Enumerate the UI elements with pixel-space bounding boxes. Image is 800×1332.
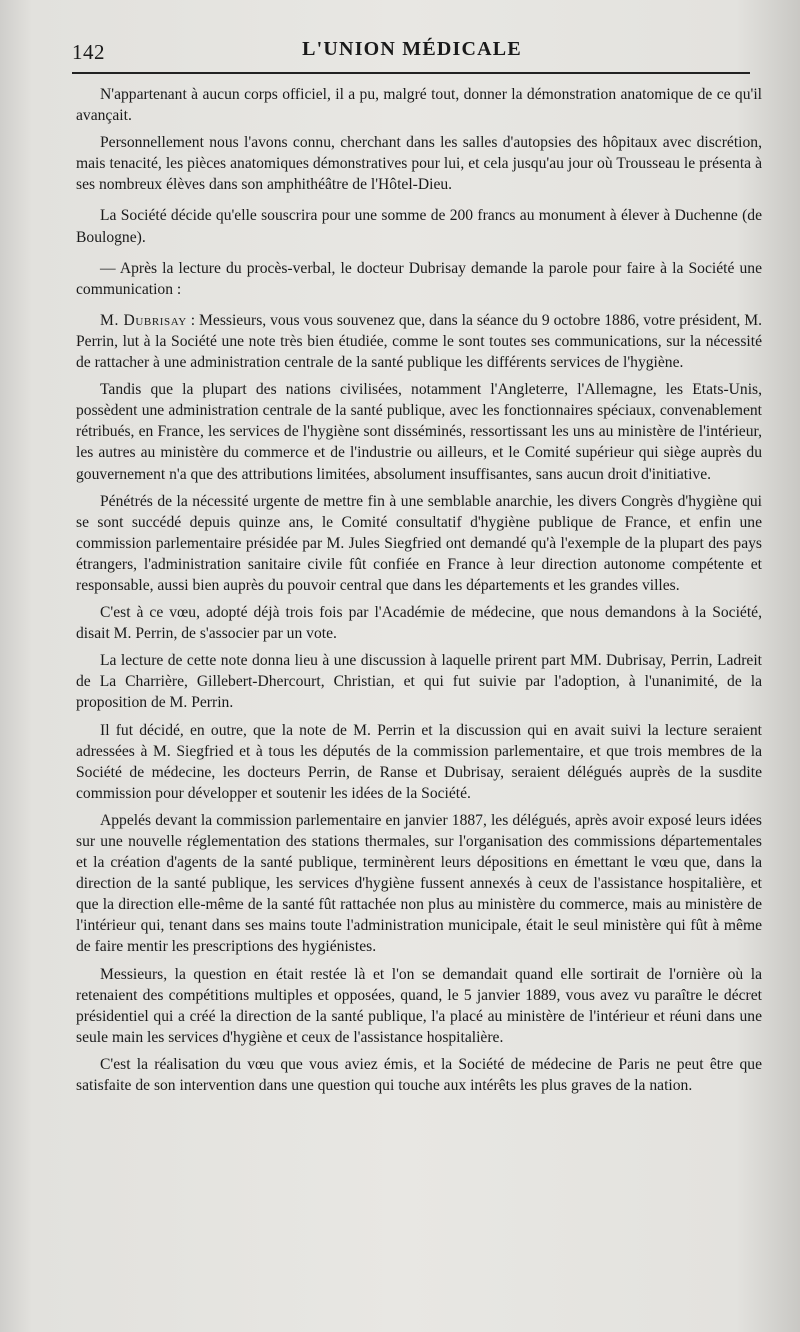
header-rule [72, 72, 750, 74]
speech-text: : Messieurs, vous vous souvenez que, dans la séance du 9 octobre 1886, votre président, M. Perrin, lut à la Société une note très bien étudiée, comme le sont toutes ses communications, sur la nécessité de rattacher à une administration centrale de la santé publique les différents services de l'hygiène. [76, 311, 762, 372]
speaker-name: M. Dubrisay [100, 311, 187, 329]
paragraph: Messieurs, la question en était restée là et l'on se demandait quand elle sortirait de l'ornière où la retenaient des compétitions multiples et opposées, quand, le 5 janvier 1889, vous avez vu paraître le décret présidentiel qui a créé la direction de la santé publique, l'a placé au ministère de l'intérieur et réuni dans une seule main les services d'hygiène et ceux de l'assistance hospitalière. [76, 965, 762, 1046]
paragraph: La Société décide qu'elle souscrira pour une somme de 200 francs au monument à élever à Duchenne (de Boulogne). [76, 207, 762, 246]
running-title: L'UNION MÉDICALE [302, 38, 522, 60]
paragraph: C'est la réalisation du vœu que vous aviez émis, et la Société de médecine de Paris ne peut être que satisfaite de son intervention dans une question qui touche aux intérêts les plus graves de la nation. [76, 1055, 762, 1095]
page-number: 142 [72, 40, 105, 64]
paragraph: La lecture de cette note donna lieu à une discussion à laquelle prirent part MM. Dubrisay, Perrin, Ladreit de La Charrière, Gillebert-Dhercourt, Christian, et qui fut suivie par l'adoption, à l'unanimité, de la proposition de M. Perrin. [76, 652, 762, 712]
paragraph: Appelés devant la commission parlementaire en janvier 1887, les délégués, après avoir exposé leurs idées sur une nouvelle réglementation des stations thermales, sur l'organisation des commissions départementales et la création d'agents de la santé publique, terminèrent leurs dépositions en émettant le vœu que, dans la direction de la santé publique, les services d'hygiène fussent annexés à ceux de l'assistance hospitalière, et que la direction elle-même de la santé fût rattachée non plus au ministère du commerce, mais au ministère de l'intérieur qui, tenant dans ses mains toute l'administration municipale, était le seul ministère qui fût à même de faire mentir les prescriptions des hygiénistes. [76, 811, 762, 956]
paragraph: — Après la lecture du procès-verbal, le docteur Dubrisay demande la parole pour faire à la Société une communication : [76, 259, 762, 298]
paragraph: Tandis que la plupart des nations civilisées, notamment l'Angleterre, l'Allemagne, les Etats-Unis, possèdent une administration centrale de la santé publique, avec les fonctionnaires spéciaux, convenablement rétribués, en France, les services de l'hygiène sont disséminés, ressortissant les uns au ministère de l'intérieur, les autres au ministère du commerce et de l'industrie ou ailleurs, et le Comité supérieur qui siège auprès du gouvernement n'a que des attributions limitées, absolument insuffisantes, sans aucun droit d'initiative. [76, 381, 762, 483]
paragraph: Il fut décidé, en outre, que la note de M. Perrin et la discussion qui en avait suivi la lecture seraient adressées à M. Siegfried et à tous les députés de la commission parlementaire, et que trois membres de la Société de médecine, les docteurs Perrin, de Ranse et Dubrisay, seraient délégués auprès de la susdite commission pour développer et soutenir les idées de la Société. [76, 721, 762, 802]
paragraph-speech [76, 310, 762, 373]
paragraph: N'appartenant à aucun corps officiel, il a pu, malgré tout, donner la démonstration anatomique de ce qu'il avançait. [76, 86, 762, 125]
article-body [76, 84, 762, 1102]
paragraph: Personnellement nous l'avons connu, cherchant dans les salles d'autopsies des hôpitaux avec discrétion, mais tenacité, les pièces anatomiques démonstratives pour lui, et cela jusqu'au jour où Trousseau le présenta à ses nombreux élèves dans son amphithéâtre de l'Hôtel-Dieu. [76, 134, 762, 194]
page-header [72, 36, 752, 66]
paragraph: C'est à ce vœu, adopté déjà trois fois par l'Académie de médecine, que nous demandons à la Société, disait M. Perrin, de s'associer par un vote. [76, 604, 762, 643]
paragraph: Pénétrés de la nécessité urgente de mettre fin à une semblable anarchie, les divers Congrès d'hygiène qui se sont succédé depuis quinze ans, le Comité consultatif d'hygiène publique de France, et enfin une commission parlementaire présidée par M. Jules Siegfried ont demandé qu'à l'exemple de la plupart des pays étrangers, l'administration sanitaire civile fût confiée en France à leur direction autonome compétente et responsable, aussi bien auprès du pouvoir central que dans les départements et les grandes villes. [76, 492, 762, 594]
